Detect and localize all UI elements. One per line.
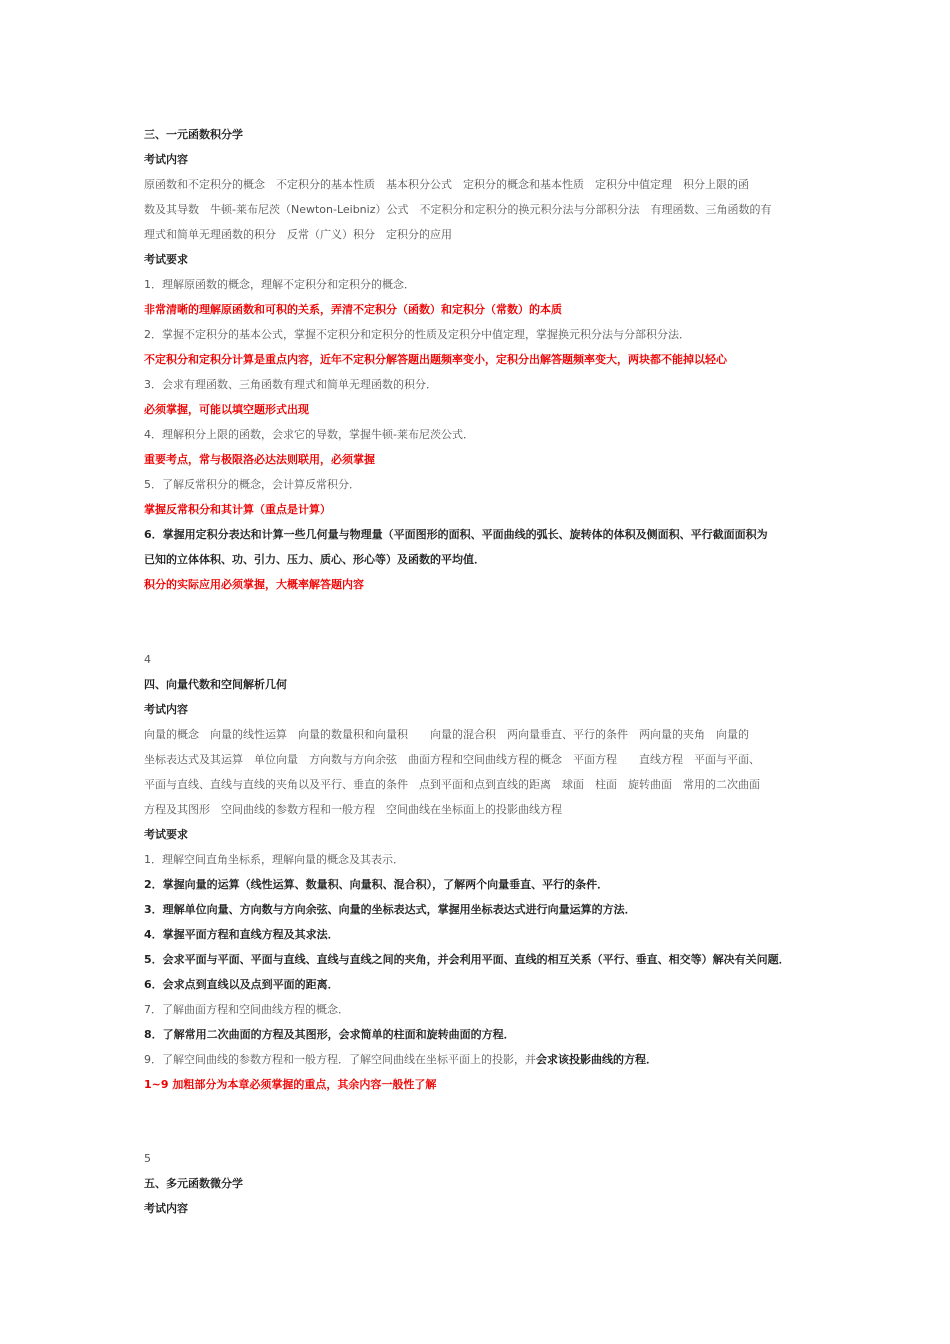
section-3-note-3: 必须掌握，可能以填空题形式出现 [144, 403, 309, 416]
section-3-req-2: 2．掌握不定积分的基本公式，掌握不定积分和定积分的性质及定积分中值定理，掌握换元积分法与分部积分法． [144, 328, 690, 341]
section-3-req-5: 5．了解反常积分的概念，会计算反常积分． [144, 478, 360, 491]
section-4-req-7: 7．了解曲面方程和空间曲线方程的概念． [144, 1003, 349, 1016]
section-3-req-3: 3．会求有理函数、三角函数有理式和简单无理函数的积分． [144, 378, 437, 391]
section-3-note-4: 重要考点，常与极限洛必达法则联用，必须掌握 [144, 453, 375, 466]
section-3-note-2: 不定积分和定积分计算是重点内容，近年不定积分解答题出题频率变小，定积分出解答题频率变大，两块都不能掉以轻心 [144, 353, 727, 366]
section-3-req-6-line-1: 6．掌握用定积分表达和计算一些几何量与物理量（平面图形的面积、平面曲线的弧长、旋转体的体积及侧面积、平行截面面积为 [144, 528, 768, 541]
section-3-note-1: 非常清晰的理解原函数和可积的关系，弄清不定积分（函数）和定积分（常数）的本质 [144, 303, 562, 316]
section-3-content-heading: 考试内容 [144, 153, 188, 166]
section-3-req-6-line-2: 已知的立体体积、功、引力、压力、质心、形心等）及函数的平均值． [144, 553, 485, 566]
section-4-req-9-plain: 9．了解空间曲线的参数方程和一般方程．了解空间曲线在坐标平面上的投影，并 [144, 1053, 536, 1066]
section-4-req-5: 5．会求平面与平面、平面与直线、直线与直线之间的夹角，并会利用平面、直线的相互关系（平行、垂直、相交等）解决有关问题． [144, 953, 790, 966]
spacer [144, 1097, 814, 1146]
spacer [144, 597, 814, 647]
section-4-req-2: 2．掌握向量的运算（线性运算、数量积、向量积、混合积），了解两个向量垂直、平行的条件． [144, 878, 609, 891]
section-4-requirements-heading: 考试要求 [144, 828, 188, 841]
section-4-content-line-4: 方程及其图形 空间曲线的参数方程和一般方程 空间曲线在坐标面上的投影曲线方程 [144, 803, 562, 816]
section-3-note-6: 积分的实际应用必须掌握，大概率解答题内容 [144, 578, 364, 591]
section-3-req-4: 4．理解积分上限的函数，会求它的导数，掌握牛顿-莱布尼茨公式． [144, 428, 474, 441]
page-number-5: 5 [144, 1152, 151, 1165]
section-4-req-9-bold: 会求该投影曲线的方程． [536, 1053, 657, 1066]
section-3-title: 三、一元函数积分学 [144, 128, 243, 141]
section-4-req-4: 4．掌握平面方程和直线方程及其求法． [144, 928, 339, 941]
section-3-content-line-2: 数及其导数 牛顿-莱布尼茨（Newton-Leibniz）公式 不定积分和定积分的换元积分法与分部积分法 有理函数、三角函数的有 [144, 203, 772, 216]
section-4-req-6: 6．会求点到直线以及点到平面的距离． [144, 978, 339, 991]
section-3-req-1: 1．理解原函数的概念，理解不定积分和定积分的概念． [144, 278, 415, 291]
section-4-req-8: 8．了解常用二次曲面的方程及其图形，会求简单的柱面和旋转曲面的方程． [144, 1028, 515, 1041]
section-4-content-line-1: 向量的概念 向量的线性运算 向量的数量积和向量积 向量的混合积 两向量垂直、平行的条件 两向量的夹角 向量的 [144, 728, 749, 741]
section-3-requirements-heading: 考试要求 [144, 253, 188, 266]
section-5-title: 五、多元函数微分学 [144, 1177, 243, 1190]
section-4-note: 1~9 加粗部分为本章必须掌握的重点，其余内容一般性了解 [144, 1078, 437, 1091]
section-4-req-3: 3．理解单位向量、方向数与方向余弦、向量的坐标表达式，掌握用坐标表达式进行向量运算的方法． [144, 903, 636, 916]
section-4-content-heading: 考试内容 [144, 703, 188, 716]
document-page [144, 122, 814, 1221]
section-3-content-line-3: 理式和简单无理函数的积分 反常（广义）积分 定积分的应用 [144, 228, 452, 241]
section-4-req-9 [144, 1047, 814, 1072]
section-4-req-1: 1．理解空间直角坐标系，理解向量的概念及其表示． [144, 853, 404, 866]
page-number-4: 4 [144, 653, 151, 666]
section-4-title: 四、向量代数和空间解析几何 [144, 678, 287, 691]
section-4-content-line-2: 坐标表达式及其运算 单位向量 方向数与方向余弦 曲面方程和空间曲线方程的概念 平面方程 直线方程 平面与平面、 [144, 753, 760, 766]
section-3-note-5: 掌握反常积分和其计算（重点是计算） [144, 503, 331, 516]
section-4-content-line-3: 平面与直线、直线与直线的夹角以及平行、垂直的条件 点到平面和点到直线的距离 球面 柱面 旋转曲面 常用的二次曲面 [144, 778, 760, 791]
section-5-content-heading: 考试内容 [144, 1202, 188, 1215]
section-3-content-line-1: 原函数和不定积分的概念 不定积分的基本性质 基本积分公式 定积分的概念和基本性质 定积分中值定理 积分上限的函 [144, 178, 749, 191]
